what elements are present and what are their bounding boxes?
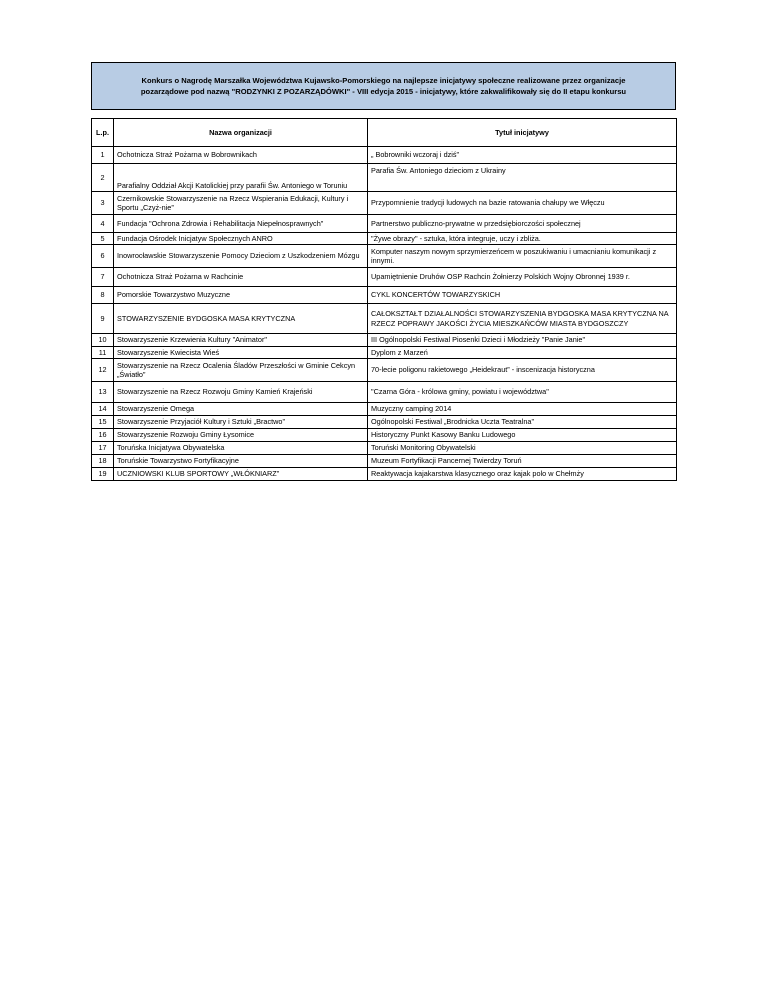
table-row (92, 468, 677, 481)
org-name: Fundacja Ośrodek Inicjatyw Społecznych ANRO (114, 233, 368, 245)
initiative-title: Muzyczny camping 2014 (368, 403, 677, 416)
table-row (92, 455, 677, 468)
row-number: 16 (92, 429, 114, 442)
table-row (92, 233, 677, 245)
table-row (92, 403, 677, 416)
initiative-title: Przypomnienie tradycji ludowych na bazie ratowania chałupy we Włęczu (368, 192, 677, 215)
row-number: 7 (92, 268, 114, 287)
org-name: Fundacja "Ochrona Zdrowia i Rehabilitacja Niepełnosprawnych" (114, 215, 368, 233)
row-number: 8 (92, 287, 114, 304)
org-name: STOWARZYSZENIE BYDGOSKA MASA KRYTYCZNA (114, 304, 368, 334)
initiative-title: CAŁOKSZTAŁT DZIAŁALNOŚCI STOWARZYSZENIA BYDGOSKA MASA KRYTYCZNA NA RZECZ POPRAWY JAKOŚCI ŻYCIA MIESZKAŃCÓW MIASTA BYDGOSZCZY (368, 304, 677, 334)
row-number: 4 (92, 215, 114, 233)
initiative-title: Muzeum Fortyfikacji Pancernej Twierdzy Toruń (368, 455, 677, 468)
title-line-1: Konkurs o Nagrodę Marszałka Województwa Kujawsko-Pomorskiego na najlepsze inicjatywy społeczne realizowane przez organizacje (141, 76, 626, 85)
header-title: Tytuł inicjatywy (368, 119, 677, 147)
header-lp: L.p. (92, 119, 114, 147)
org-name: Stowarzyszenie na Rzecz Ocalenia Śladów Przeszłości w Gminie Cekcyn „Światło” (114, 359, 368, 382)
org-name: Toruńskie Towarzystwo Fortyfikacyjne (114, 455, 368, 468)
initiative-title: 70-lecie poligonu rakietowego „Heidekraut” - inscenizacja historyczna (368, 359, 677, 382)
table-row (92, 147, 677, 164)
table-row (92, 442, 677, 455)
row-number: 14 (92, 403, 114, 416)
org-name: UCZNIOWSKI KLUB SPORTOWY „WŁÓKNIARZ” (114, 468, 368, 481)
initiative-title: Komputer naszym nowym sprzymierzeńcem w poszukiwaniu i umacnianiu komunikacji z innymi. (368, 245, 677, 268)
org-name: Parafialny Oddział Akcji Katolickiej przy parafii Św. Antoniego w Toruniu (114, 164, 368, 192)
row-number: 1 (92, 147, 114, 164)
row-number: 18 (92, 455, 114, 468)
org-name: Ochotnicza Straż Pożarna w Bobrownikach (114, 147, 368, 164)
initiative-title: III Ogólnopolski Festiwal Piosenki Dzieci i Młodzieży "Panie Janie" (368, 334, 677, 347)
header-org: Nazwa organizacji (114, 119, 368, 147)
initiative-title: Reaktywacja kajakarstwa klasycznego oraz kajak polo w Chełmży (368, 468, 677, 481)
row-number: 11 (92, 347, 114, 359)
org-name: Ochotnicza Straż Pożarna w Rachcinie (114, 268, 368, 287)
org-name: Stowarzyszenie Przyjaciół Kultury i Sztuki „Bractwo” (114, 416, 368, 429)
org-name: Inowrocławskie Stowarzyszenie Pomocy Dzieciom z Uszkodzeniem Mózgu (114, 245, 368, 268)
org-name: Czernikowskie Stowarzyszenie na Rzecz Wspierania Edukacji, Kultury i Sportu „Czyż-nie” (114, 192, 368, 215)
row-number: 15 (92, 416, 114, 429)
row-number: 17 (92, 442, 114, 455)
row-number: 19 (92, 468, 114, 481)
row-number: 10 (92, 334, 114, 347)
row-number: 13 (92, 382, 114, 403)
initiative-title: Partnerstwo publiczno-prywatne w przedsiębiorczości społecznej (368, 215, 677, 233)
table-row (92, 359, 677, 382)
row-number: 3 (92, 192, 114, 215)
title-line-2: pozarządowe pod nazwą "RODZYNKI Z POZARZĄDÓWKI" - VIII edycja 2015 - inicjatywy, które zakwalifikowały się do II etapu konkursu (140, 87, 627, 96)
initiative-title: Upamiętnienie Druhów OSP Rachcin Żołnierzy Polskich Wojny Obronnej 1939 r. (368, 268, 677, 287)
initiative-title: CYKL KONCERTÓW TOWARZYSKICH (368, 287, 677, 304)
table-row (92, 268, 677, 287)
row-number: 2 (92, 164, 114, 192)
initiative-title: Dyplom z Marzeń (368, 347, 677, 359)
title-banner (91, 62, 676, 110)
table-row (92, 192, 677, 215)
org-name: Stowarzyszenie na Rzecz Rozwoju Gminy Kamień Krajeński (114, 382, 368, 403)
table-row (92, 245, 677, 268)
initiative-title: "Czarna Góra - królowa gminy, powiatu i województwa" (368, 382, 677, 403)
spreadsheet-page (91, 62, 676, 481)
initiative-title: "Żywe obrazy" - sztuka, która integruje, uczy i zbliża. (368, 233, 677, 245)
initiative-title: Toruński Monitoring Obywatelski (368, 442, 677, 455)
table-row (92, 215, 677, 233)
org-name: Stowarzyszenie Kwiecista Wieś (114, 347, 368, 359)
org-name: Stowarzyszenie Omega (114, 403, 368, 416)
initiative-title: Parafia Św. Antoniego dzieciom z Ukrainy (368, 164, 677, 192)
row-number: 9 (92, 304, 114, 334)
initiative-title: Ogólnopolski Festiwal „Brodnicka Uczta Teatralna” (368, 416, 677, 429)
org-name: Stowarzyszenie Krzewienia Kultury "Animator" (114, 334, 368, 347)
table-row (92, 164, 677, 192)
table-row (92, 429, 677, 442)
initiatives-table (91, 118, 677, 481)
initiative-title: Historyczny Punkt Kasowy Banku Ludowego (368, 429, 677, 442)
org-name: Stowarzyszenie Rozwoju Gminy Łysomice (114, 429, 368, 442)
row-number: 12 (92, 359, 114, 382)
row-number: 5 (92, 233, 114, 245)
table-row (92, 334, 677, 347)
org-name: Toruńska Inicjatywa Obywatelska (114, 442, 368, 455)
row-number: 6 (92, 245, 114, 268)
initiative-title: „ Bobrowniki wczoraj i dziś” (368, 147, 677, 164)
table-row (92, 304, 677, 334)
table-row (92, 347, 677, 359)
table-row (92, 287, 677, 304)
table-row (92, 382, 677, 403)
org-name: Pomorskie Towarzystwo Muzyczne (114, 287, 368, 304)
header-row (92, 119, 677, 147)
table-row (92, 416, 677, 429)
